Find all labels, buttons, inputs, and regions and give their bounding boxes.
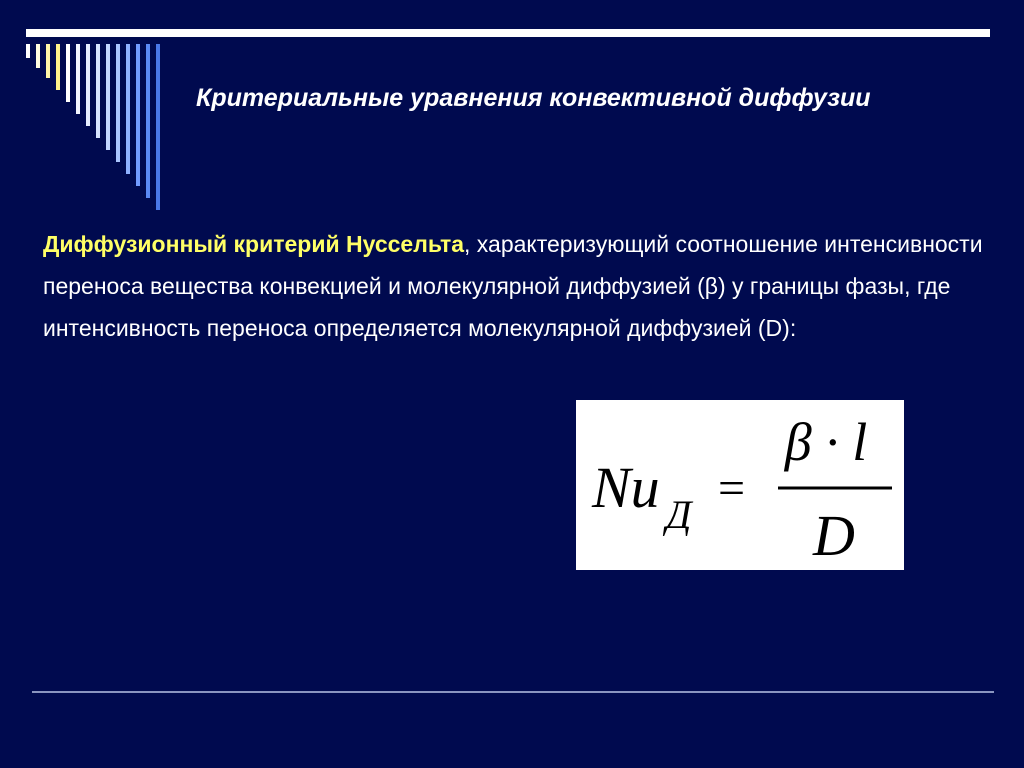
formula-box xyxy=(576,400,904,570)
slide-body-text xyxy=(43,223,983,349)
bottom-rule xyxy=(32,691,994,693)
highlighted-term: Диффузионный критерий Нуссельта xyxy=(43,231,464,257)
top-rule xyxy=(26,29,990,37)
formula-lhs: Nu xyxy=(592,455,660,520)
body-description: , характеризующий соотношение интенсивности переноса вещества конвекцией и молекулярной диффузией (β) у границы фазы, где интенсивность переноса определяется молекулярной диффузией (D): xyxy=(43,231,983,341)
formula-equals: = xyxy=(718,462,746,515)
formula-lhs-subscript: Д xyxy=(666,492,692,537)
decorative-stripes xyxy=(26,44,176,214)
formula-numerator: β · l xyxy=(784,412,868,472)
slide-title: Критериальные уравнения конвективной диффузии xyxy=(196,84,871,112)
formula-graphic xyxy=(576,400,904,570)
formula-denominator: D xyxy=(813,503,855,568)
